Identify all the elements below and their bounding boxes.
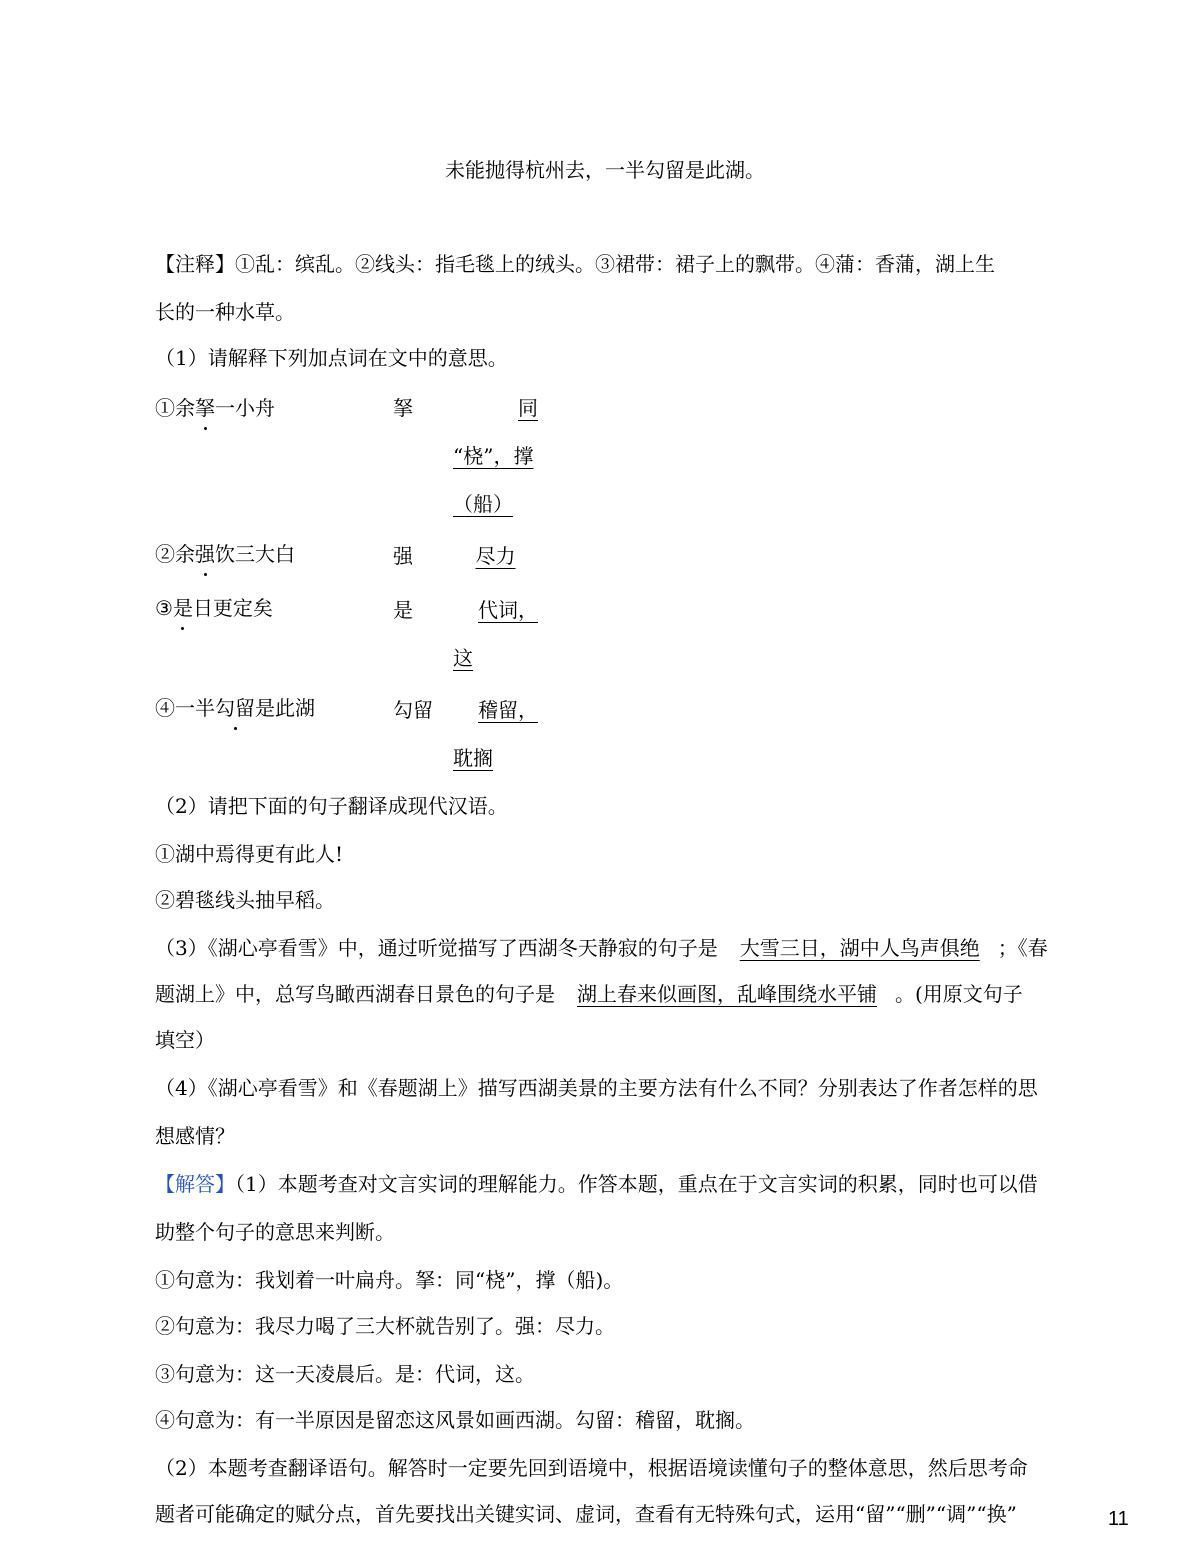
dotted-word: 拏 <box>195 396 215 420</box>
q1-item-1-sentence: ①余拏一小舟 <box>155 396 275 420</box>
q1-item-2-sentence: ②余强饮三大白 <box>155 542 295 566</box>
q3-answer-1: 大雪三日，湖中人鸟声俱绝 <box>739 936 980 960</box>
q3-line-2: 题湖上》中，总写鸟瞰西湖春日景色的句子是 湖上春来似画图，乱峰围绕水平铺 。(用原文句子 <box>155 982 1023 1006</box>
q3-answer-2: 湖上春来似画图，乱峰围绕水平铺 <box>577 982 877 1006</box>
q3-line-1: （3）《湖心亭看雪》中，通过听觉描写了西湖冬天静寂的句子是 大雪三日，湖中人鸟声俱绝 ；《春 <box>155 936 1048 960</box>
q1-item-4-answer-line-2: 耽搁 <box>453 746 493 770</box>
answer-part2-line-1: （2）本题考查翻译语句。解答时一定要先回到语境中，根据语境读懂句子的整体意思，然后思考命 <box>155 1456 1028 1480</box>
q1-item-2-answer: 尽力 <box>475 544 516 568</box>
dotted-word: 勾留 <box>215 696 255 720</box>
q1-item-1-word: 拏 <box>393 396 413 420</box>
q2-sentence-2: ②碧毯线头抽早稻。 <box>155 888 335 912</box>
q1-item-3-word: 是 <box>393 598 413 622</box>
answer-line-2: 助整个句子的意思来判断。 <box>155 1220 395 1244</box>
page-number: 11 <box>1108 1508 1129 1530</box>
q2-prompt: （2）请把下面的句子翻译成现代汉语。 <box>155 794 508 818</box>
answer-sentence-1: ①句意为：我划着一叶扁舟。拏：同“桡”，撑（船)。 <box>155 1268 624 1292</box>
q1-item-4-sentence: ④一半勾留是此湖 <box>155 696 315 720</box>
q1-item-1-answer-line-2: “桡”，撑 <box>453 444 534 468</box>
q1-item-3-answer-line-2: 这 <box>453 646 473 670</box>
answer-sentence-4: ④句意为：有一半原因是留恋这风景如画西湖。勾留：稽留，耽搁。 <box>155 1408 755 1432</box>
q1-item-2-word: 强 <box>393 544 413 568</box>
q4-line-2: 想感情？ <box>155 1124 235 1148</box>
answer-sentence-2: ②句意为：我尽力喝了三大杯就告别了。强：尽力。 <box>155 1314 615 1338</box>
dotted-word: 强 <box>195 542 215 566</box>
q1-prompt: （1）请解释下列加点词在文中的意思。 <box>155 346 508 370</box>
poem-last-line: 未能抛得杭州去，一半勾留是此湖。 <box>445 158 765 182</box>
notes-line-2: 长的一种水草。 <box>155 300 295 324</box>
q1-item-4-answer-line-1: 稽留， <box>478 698 538 722</box>
answer-line-1: 【解答】（1）本题考查对文言实词的理解能力。作答本题，重点在于文言实词的积累，同时也可以借 <box>155 1172 1038 1196</box>
q1-item-1-answer-line-3: （船） <box>453 492 513 516</box>
q1-item-1-answer-line-1: 同 <box>518 396 538 420</box>
answer-sentence-3: ③句意为：这一天凌晨后。是：代词，这。 <box>155 1362 535 1386</box>
q2-sentence-1: ①湖中焉得更有此人! <box>155 842 344 866</box>
q1-item-3-sentence: ③是日更定矣 <box>155 596 273 620</box>
q4-line-1: （4）《湖心亭看雪》和《春题湖上》描写西湖美景的主要方法有什么不同？分别表达了作者怎样的思 <box>155 1076 1038 1100</box>
q1-item-4-word: 勾留 <box>393 698 433 722</box>
q3-line-3: 填空） <box>155 1028 215 1052</box>
notes-line-1: 【注释】①乱：缤乱。②线头：指毛毯上的绒头。③裙带：裙子上的飘带。④蒲：香蒲，湖上生 <box>155 252 995 276</box>
dotted-word: 是 <box>172 596 193 620</box>
answer-label: 【解答】 <box>155 1172 235 1196</box>
answer-part2-line-2: 题者可能确定的赋分点，首先要找出关键实词、虚词，查看有无特殊句式，运用“留”“删”“调”“换” <box>155 1502 1017 1526</box>
q1-item-3-answer-line-1: 代词， <box>478 598 538 622</box>
